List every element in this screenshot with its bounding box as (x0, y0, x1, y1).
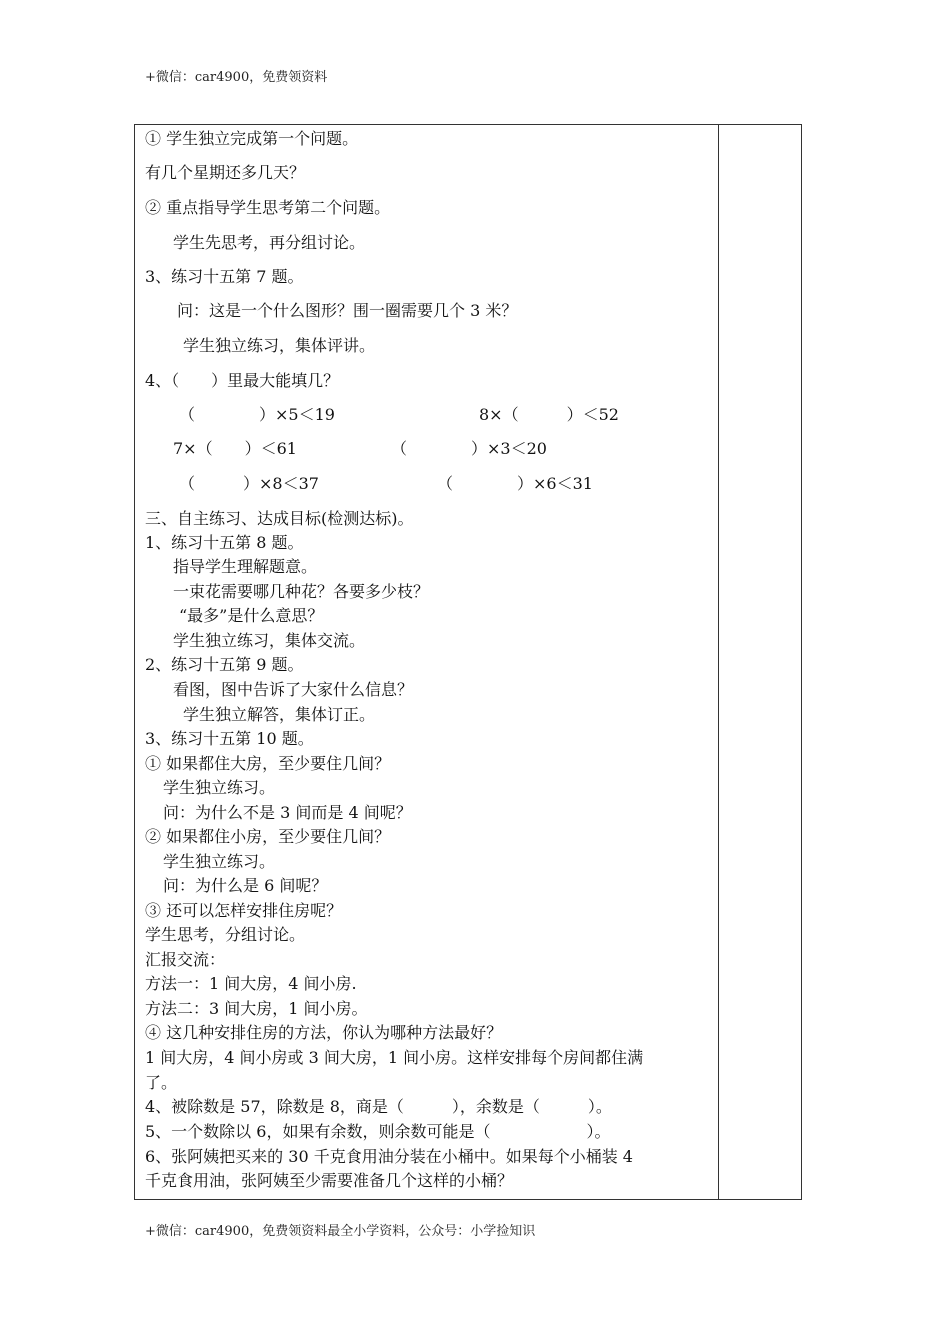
text-line: 学生独立解答，集体订正。 (183, 705, 376, 724)
text-line: 1 间大房，4 间小房或 3 间大房，1 间小房。这样安排每个房间都住满 (145, 1048, 644, 1067)
text-line: ② 如果都住小房，至少要住几间？ (145, 827, 391, 846)
text-line: “最多”是什么意思？ (179, 606, 324, 625)
column-divider (718, 125, 719, 1199)
text-line: 千克食用油，张阿姨至少需要准备几个这样的小桶？ (145, 1171, 514, 1190)
text-line: 学生独立练习。 (163, 778, 276, 797)
text-line: ① 如果都住大房，至少要住几间？ (145, 754, 391, 773)
text-line: 学生先思考，再分组讨论。 (173, 233, 366, 252)
text-line: 4、被除数是 57，除数是 8，商是（ ），余数是（ ）。 (145, 1097, 612, 1116)
text-line: （ ）×6＜31 (437, 474, 593, 493)
text-line: 8×（ ）＜52 (479, 405, 619, 424)
text-line: 方法二：3 间大房，1 间小房。 (145, 999, 368, 1018)
text-line: 方法一：1 间大房，4 间小房. (145, 974, 357, 993)
section-heading: 三、自主练习、达成目标(检测达标)。 (145, 509, 414, 528)
text-line: 有几个星期还多几天？ (145, 163, 306, 182)
text-line: 问：这是一个什么图形？围一圈需要几个 3 米？ (177, 301, 518, 320)
text-line: 汇报交流： (145, 950, 226, 969)
text-line: 4、（ ）里最大能填几？ (145, 371, 340, 390)
text-line: （ ）×3＜20 (391, 439, 547, 458)
text-line: 1、练习十五第 8 题。 (145, 533, 304, 552)
text-line: 问：为什么不是 3 间而是 4 间呢？ (163, 803, 412, 822)
text-line: 学生独立练习。 (163, 852, 276, 871)
text-line: 问：为什么是 6 间呢？ (163, 876, 328, 895)
lesson-table (134, 124, 802, 1200)
text-line: 看图，图中告诉了大家什么信息？ (173, 680, 414, 699)
text-line: ④ 这几种安排住房的方法，你认为哪种方法最好？ (145, 1023, 503, 1042)
text-line: 3、练习十五第 7 题。 (145, 267, 304, 286)
text-line: 指导学生理解题意。 (173, 557, 318, 576)
text-line: ① 学生独立完成第一个问题。 (145, 129, 359, 148)
text-line: ② 重点指导学生思考第二个问题。 (145, 198, 391, 217)
text-line: 一束花需要哪几种花？各要多少枝？ (173, 582, 430, 601)
text-line: 7×（ ）＜61 (173, 439, 297, 458)
text-line: 2、练习十五第 9 题。 (145, 655, 304, 674)
text-line: （ ）×8＜37 (179, 474, 319, 493)
text-line: ③ 还可以怎样安排住房呢？ (145, 901, 343, 920)
text-line: 5、一个数除以 6，如果有余数，则余数可能是（ ）。 (145, 1122, 611, 1141)
text-line: 6、张阿姨把买来的 30 千克食用油分装在小桶中。如果每个小桶装 4 (145, 1147, 633, 1166)
page-header: +微信：car4900，免费领资料 (145, 70, 328, 85)
text-line: 学生独立练习，集体评讲。 (183, 336, 376, 355)
text-line: 3、练习十五第 10 题。 (145, 729, 314, 748)
text-line: 学生独立练习，集体交流。 (173, 631, 366, 650)
text-line: （ ）×5＜19 (179, 405, 335, 424)
page-footer: +微信：car4900，免费领资料最全小学资料，公众号：小学捡知识 (145, 1224, 536, 1239)
text-line: 了。 (145, 1073, 178, 1092)
text-line: 学生思考，分组讨论。 (145, 925, 306, 944)
